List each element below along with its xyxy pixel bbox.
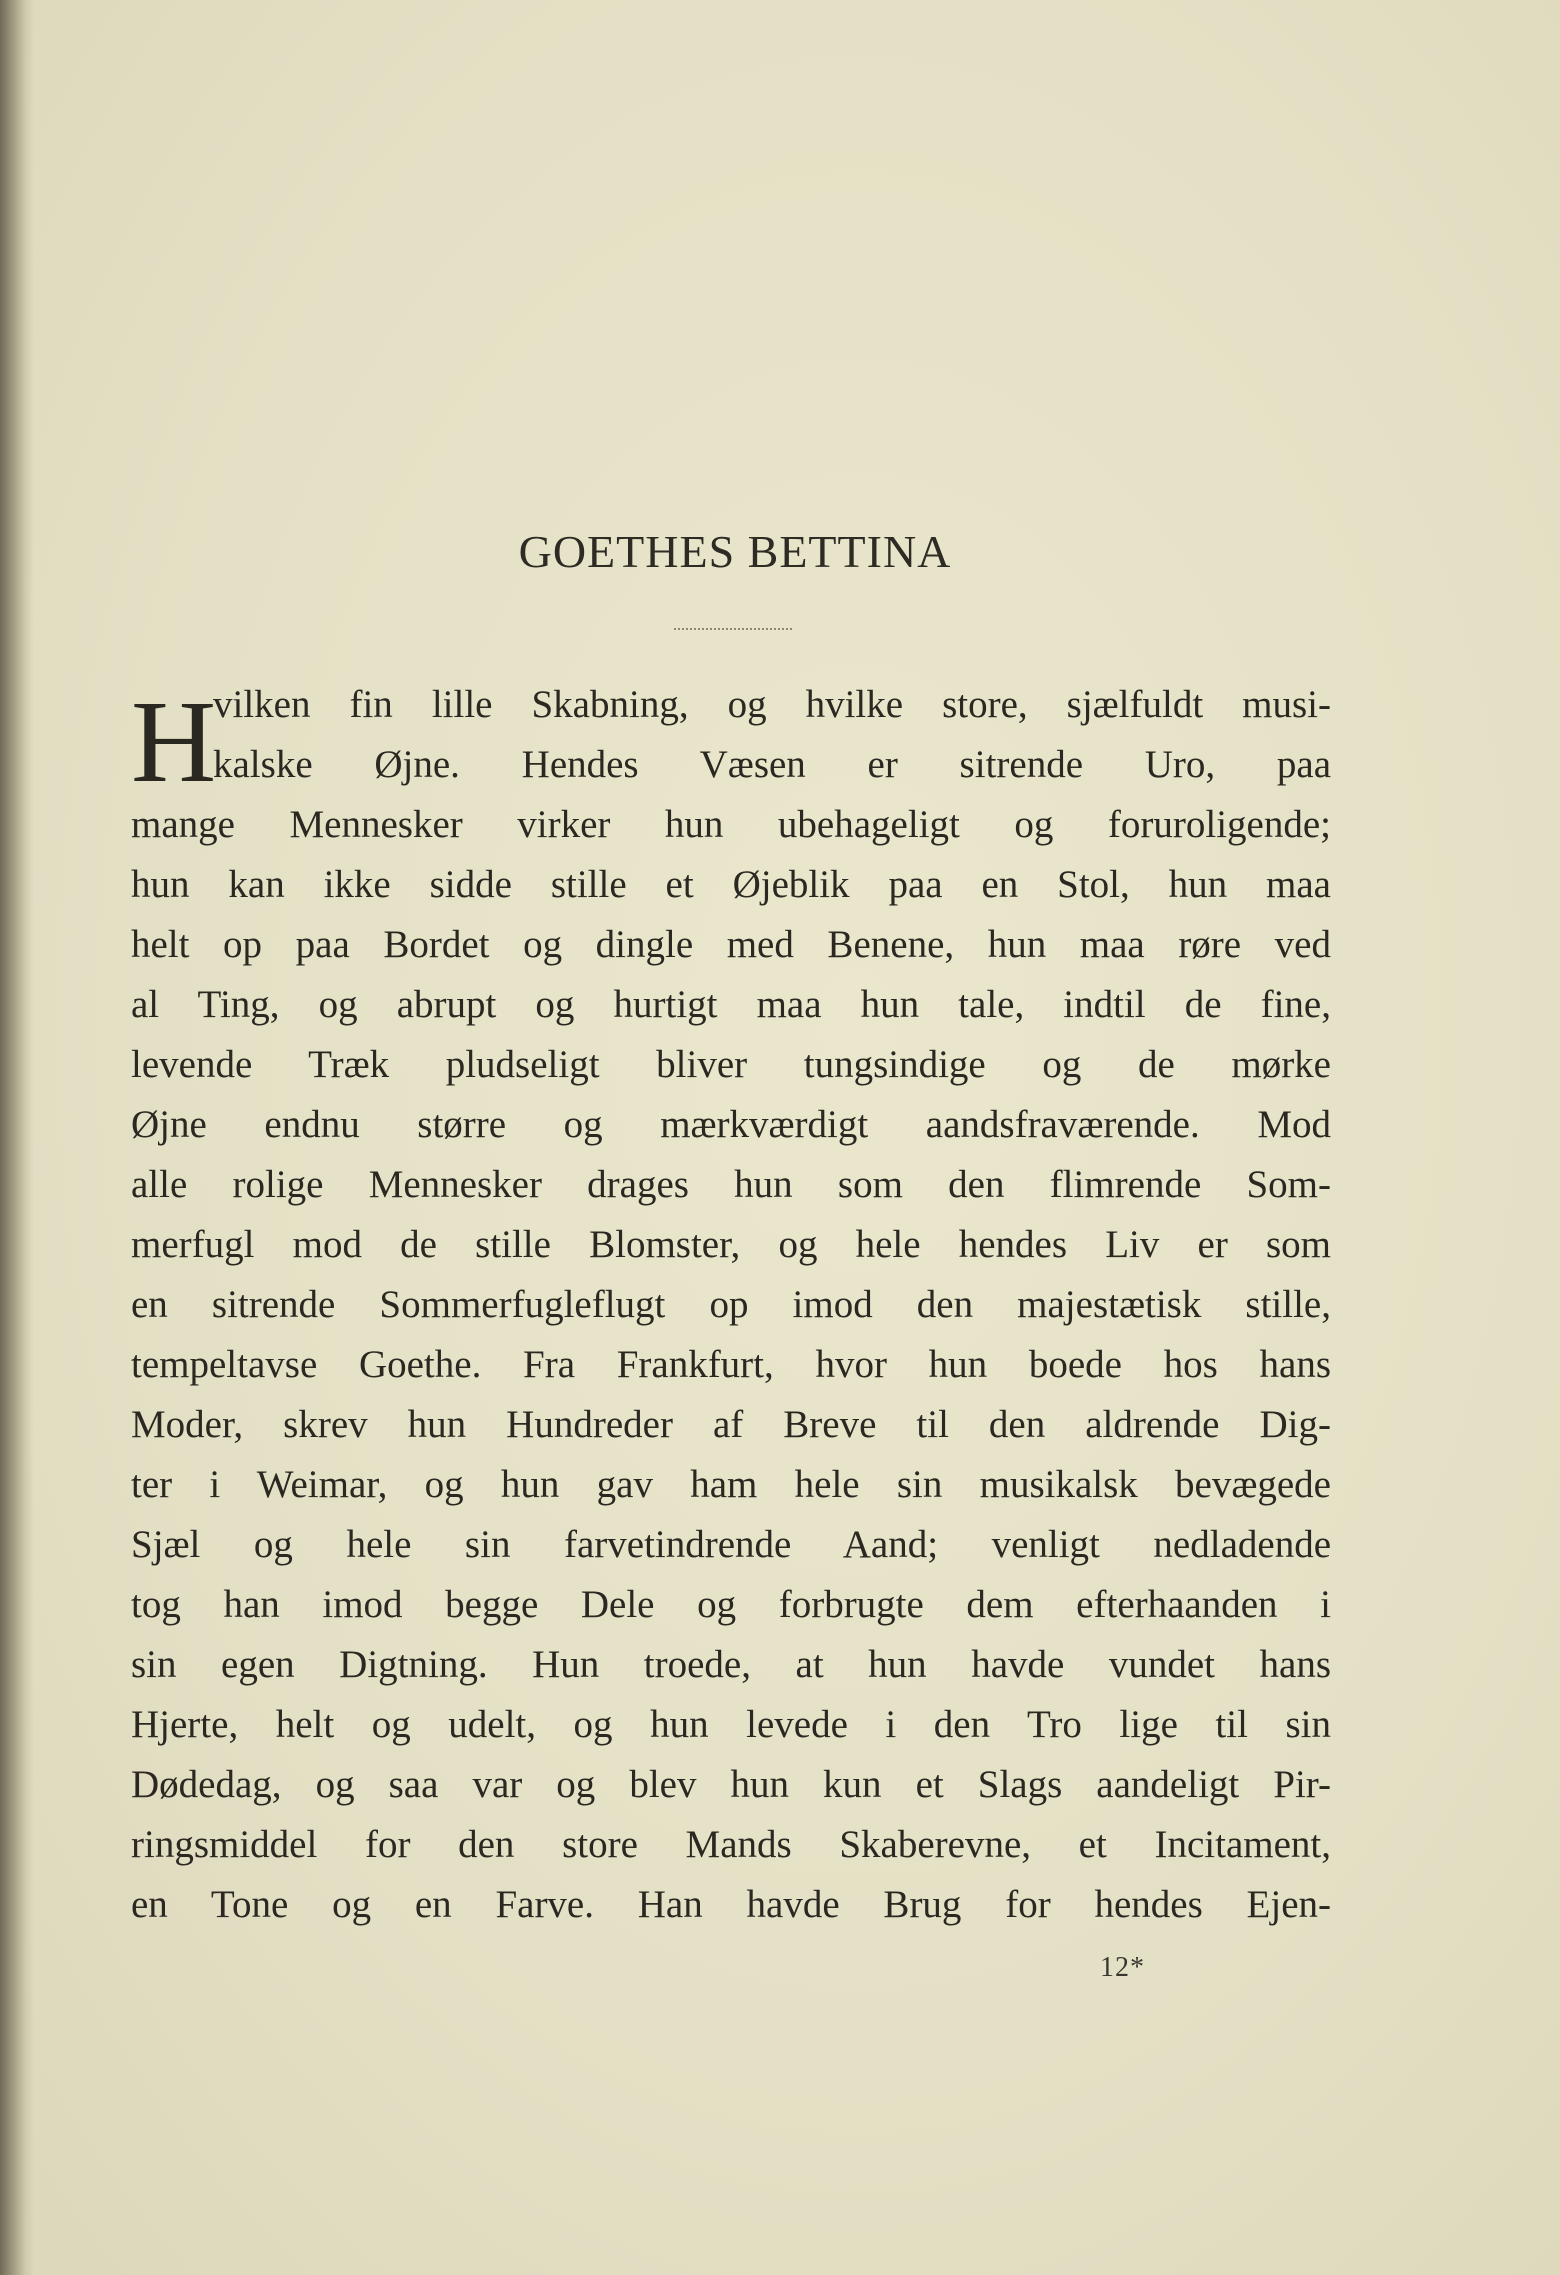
text-line: helt op paa Bordet og dingle med Benene, hun maa røre ved <box>131 923 1331 966</box>
text-line: Øjne endnu større og mærkværdigt aandsfraværende. Mod <box>131 1103 1331 1146</box>
text-line: ringsmiddel for den store Mands Skaberevne, et Incitament, <box>131 1823 1331 1866</box>
text-line: tog han imod begge Dele og forbrugte dem efterhaanden i <box>131 1583 1331 1626</box>
text-line: Sjæl og hele sin farvetindrende Aand; venligt nedladende <box>131 1523 1331 1566</box>
text-line: al Ting, og abrupt og hurtigt maa hun tale, indtil de fine, <box>131 983 1331 1026</box>
drop-cap: H <box>131 676 217 807</box>
text-line: kalske Øjne. Hendes Væsen er sitrende Uro, paa <box>213 743 1331 786</box>
spine-shadow <box>0 0 34 2275</box>
text-line: mange Mennesker virker hun ubehageligt og foruroligende; <box>131 803 1331 846</box>
page-number: 12* <box>1100 1952 1145 1983</box>
body-text <box>131 675 1331 1935</box>
text-line: ter i Weimar, og hun gav ham hele sin musikalsk bevægede <box>131 1463 1331 1506</box>
text-line: en Tone og en Farve. Han havde Brug for hendes Ejen- <box>131 1883 1331 1926</box>
text-line: Dødedag, og saa var og blev hun kun et Slags aandeligt Pir- <box>131 1763 1331 1806</box>
text-line: Moder, skrev hun Hundreder af Breve til den aldrende Dig- <box>131 1403 1331 1446</box>
text-line: merfugl mod de stille Blomster, og hele hendes Liv er som <box>131 1223 1331 1266</box>
text-line: alle rolige Mennesker drages hun som den flimrende Som- <box>131 1163 1331 1206</box>
text-line: en sitrende Sommerfugleflugt op imod den majestætisk stille, <box>131 1283 1331 1326</box>
text-line: vilken fin lille Skabning, og hvilke store, sjælfuldt musi- <box>213 683 1331 726</box>
text-line: tempeltavse Goethe. Fra Frankfurt, hvor hun boede hos hans <box>131 1343 1331 1386</box>
title-ornament-rule <box>674 628 792 630</box>
text-line: sin egen Digtning. Hun troede, at hun havde vundet hans <box>131 1643 1331 1686</box>
text-line: Hjerte, helt og udelt, og hun levede i den Tro lige til sin <box>131 1703 1331 1746</box>
text-line: hun kan ikke sidde stille et Øjeblik paa en Stol, hun maa <box>131 863 1331 906</box>
text-line: levende Træk pludseligt bliver tungsindige og de mørke <box>131 1043 1331 1086</box>
chapter-title: GOETHES BETTINA <box>518 526 952 577</box>
